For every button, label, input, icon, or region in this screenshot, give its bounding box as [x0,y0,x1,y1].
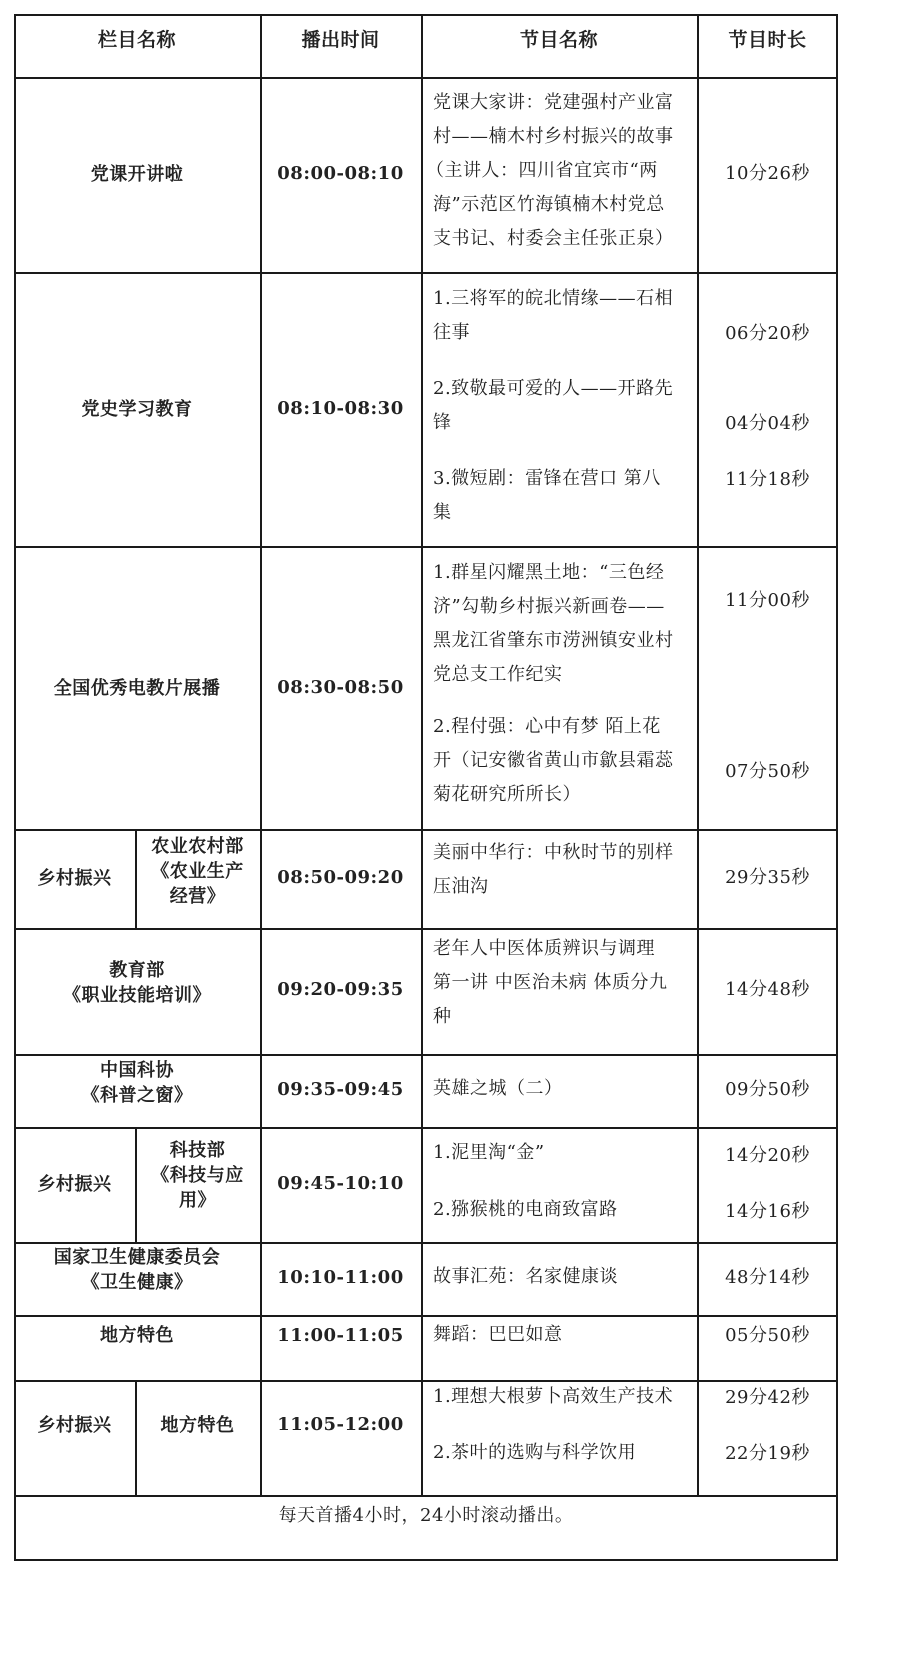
column-name: 《科技与应 [151,1165,244,1186]
program-line: 开（记安徽省黄山市歙县霜蕊 [433,750,674,771]
program-line: 1.理想大根萝卜高效生产技术 [433,1386,674,1407]
program-line: 2.程付强：心中有梦 陌上花 [433,716,661,737]
air-time: 09:35-09:45 [277,1079,404,1100]
program-line: 3.微短剧：雷锋在营口 第八 [433,468,661,489]
program-line: 1.三将军的皖北情缘——石相 [433,288,674,309]
program-line: 1.泥里淘“金” [433,1142,545,1163]
group-name: 乡村振兴 [37,1174,112,1195]
column-name: 国家卫生健康委员会 [53,1247,221,1268]
air-time: 08:00-08:10 [277,163,404,184]
program-line: 美丽中华行：中秋时节的别样 [433,842,674,863]
table-line [14,546,838,548]
duration: 11分00秒 [725,590,810,611]
duration: 14分48秒 [725,979,810,1000]
column-name: 党课开讲啦 [90,164,184,185]
table-line [14,829,838,831]
group-name: 乡村振兴 [37,868,112,889]
column-name: 《农业生产 [151,861,244,882]
column-name: 科技部 [169,1140,226,1161]
program-line: 海”示范区竹海镇楠木村党总 [433,194,665,215]
column-name: 用》 [179,1190,216,1211]
program-line: 支书记、村委会主任张正泉） [433,228,674,249]
table-line [14,1495,838,1497]
program-line: 集 [433,502,452,523]
program-line: 英雄之城（二） [433,1078,563,1099]
program-line: 往事 [433,322,470,343]
column-name: 《卫生健康》 [81,1272,193,1293]
air-time: 08:50-09:20 [277,867,404,888]
program-line: 黑龙江省肇东市涝洲镇安业村 [433,630,674,651]
table-line [14,1242,838,1244]
column-name: 中国科协 [100,1060,174,1081]
table-line [14,1315,838,1317]
group-name: 乡村振兴 [37,1415,112,1436]
table-line [14,77,838,79]
column-name: 地方特色 [100,1325,174,1346]
air-time: 09:20-09:35 [277,979,404,1000]
column-name: 经营》 [169,886,226,907]
air-time: 11:05-12:00 [277,1414,404,1435]
duration: 29分42秒 [725,1387,810,1408]
program-line: 党总支工作纪实 [433,664,563,685]
program-line: 济”勾勒乡村振兴新画卷—— [433,596,665,617]
duration: 05分50秒 [725,1325,810,1346]
air-time: 11:00-11:05 [277,1325,404,1346]
header-duration: 节目时长 [728,29,807,51]
header-air-time: 播出时间 [301,29,380,51]
header-program-name: 节目名称 [519,29,598,51]
duration: 14分20秒 [725,1145,810,1166]
program-line: 种 [433,1006,452,1027]
program-line: 压油沟 [433,876,489,897]
program-line: 1.群星闪耀黑土地：“三色经 [433,562,665,583]
duration: 29分35秒 [725,867,810,888]
column-name: 党史学习教育 [81,399,193,420]
duration: 14分16秒 [725,1201,810,1222]
column-name: 教育部 [109,960,165,981]
air-time: 10:10-11:00 [277,1267,404,1288]
table-line [14,1559,838,1561]
air-time: 09:45-10:10 [277,1173,404,1194]
program-line: （主讲人：四川省宜宾市“两 [426,160,658,181]
program-line: 菊花研究所所长） [433,784,581,805]
duration: 07分50秒 [725,761,810,782]
column-name: 全国优秀电教片展播 [53,678,221,699]
column-name: 《科普之窗》 [81,1085,193,1106]
table-line [14,1054,838,1056]
table-line [421,14,423,1495]
program-line: 2.茶叶的选购与科学饮用 [433,1442,637,1463]
program-line: 老年人中医体质辨识与调理 [433,938,655,959]
duration: 09分50秒 [725,1079,810,1100]
program-line: 党课大家讲：党建强村产业富 [433,92,674,113]
duration: 04分04秒 [725,413,810,434]
program-schedule-table [14,14,838,1661]
duration: 48分14秒 [725,1267,810,1288]
table-line [14,1127,838,1129]
header-column-name: 栏目名称 [97,29,176,51]
air-time: 08:30-08:50 [277,677,404,698]
table-line [14,14,838,16]
program-line: 2.猕猴桃的电商致富路 [433,1199,618,1220]
duration: 10分26秒 [725,163,810,184]
column-name: 农业农村部 [151,836,244,857]
table-line [14,928,838,930]
table-line [14,272,838,274]
duration: 22分19秒 [725,1443,810,1464]
footer-note: 每天首播4小时，24小时滚动播出。 [278,1505,574,1526]
column-name: 地方特色 [160,1415,235,1436]
program-line: 2.致敬最可爱的人——开路先 [433,378,674,399]
program-line: 第一讲 中医治未病 体质分九 [433,972,668,993]
air-time: 08:10-08:30 [277,398,404,419]
program-line: 舞蹈：巴巴如意 [433,1324,563,1345]
program-line: 锋 [433,412,452,433]
duration: 11分18秒 [725,469,810,490]
program-line: 村——楠木村乡村振兴的故事 [433,126,674,147]
duration: 06分20秒 [725,323,810,344]
program-line: 故事汇苑：名家健康谈 [433,1266,618,1287]
column-name: 《职业技能培训》 [63,985,211,1006]
